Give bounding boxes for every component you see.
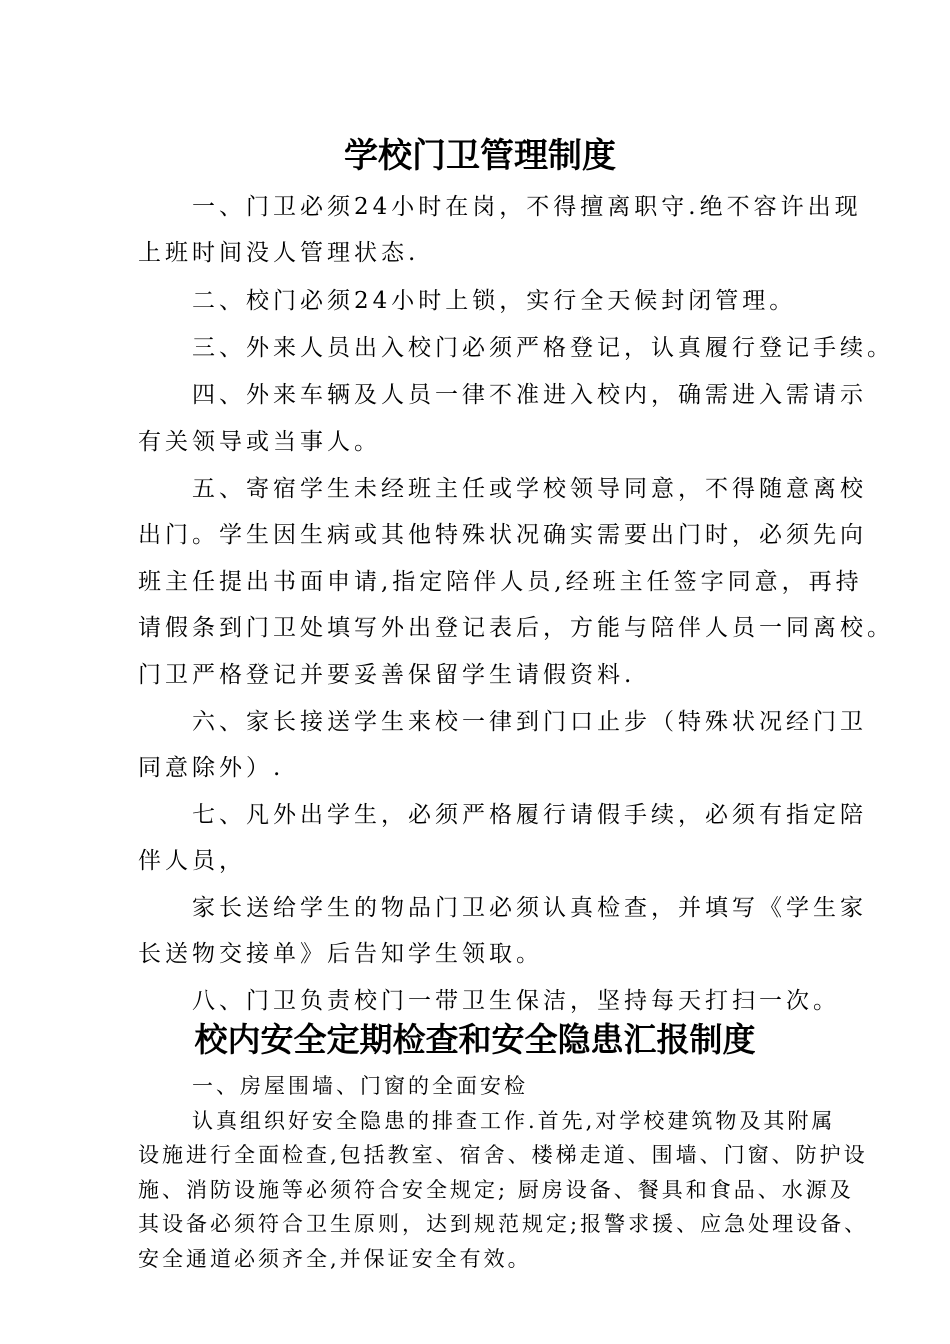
paragraph-line: 六、家长接送学生来校一律到门口止步（特殊状况经门卫	[192, 709, 867, 735]
title-safety-inspection: 校内安全定期检查和安全隐患汇报制度	[194, 1020, 756, 1059]
paragraph-line: 请假条到门卫处填写外出登记表后，方能与陪伴人员一同离校。	[138, 615, 894, 641]
paragraph-line: 八、门卫负责校门一带卫生保洁，坚持每天打扫一次。	[192, 988, 840, 1014]
paragraph-line: 四、外来车辆及人员一律不准进入校内，确需进入需请示	[192, 382, 867, 408]
paragraph-line: 一、门卫必须24小时在岗，不得擅离职守.绝不容许出现	[192, 194, 862, 220]
paragraph-line: 设施进行全面检查,包括教室、宿舍、楼梯走道、围墙、门窗、防护设	[138, 1143, 868, 1167]
paragraph-line: 班主任提出书面申请,指定陪伴人员,经班主任签字同意，再持	[138, 569, 863, 595]
paragraph-line: 施、消防设施等必须符合安全规定; 厨房设备、餐具和食品、水源及	[138, 1178, 854, 1202]
title-gate-management: 学校门卫管理制度	[344, 136, 616, 176]
paragraph-line: 出门。学生因生病或其他特殊状况确实需要出门时，必须先向	[138, 522, 867, 548]
paragraph-line: 长送物交接单》后告知学生领取。	[138, 941, 543, 967]
paragraph-line: 伴人员，	[138, 848, 246, 874]
paragraph-line: 五、寄宿学生未经班主任或学校领导同意，不得随意离校	[192, 476, 867, 502]
paragraph-line: 二、校门必须24小时上锁，实行全天候封闭管理。	[192, 288, 797, 314]
paragraph-line: 家长送给学生的物品门卫必须认真检查，并填写《学生家	[192, 895, 867, 921]
paragraph-line: 安全通道必须齐全,并保证安全有效。	[138, 1247, 532, 1271]
paragraph-line: 三、外来人员出入校门必须严格登记，认真履行登记手续。	[192, 335, 894, 361]
paragraph-line: 有关领导或当事人。	[138, 429, 381, 455]
paragraph-line: 同意除外）.	[138, 755, 285, 781]
paragraph-line: 七、凡外出学生，必须严格履行请假手续，必须有指定陪	[192, 802, 867, 828]
paragraph-line: 一、房屋围墙、门窗的全面安检	[192, 1074, 528, 1098]
paragraph-line: 上班时间没人管理状态.	[138, 240, 420, 266]
paragraph-line: 认真组织好安全隐患的排查工作.首先,对学校建筑物及其附属	[192, 1109, 836, 1133]
paragraph-line: 其设备必须符合卫生原则，达到规范规定;报警求援、应急处理设备、	[138, 1212, 869, 1236]
paragraph-line: 门卫严格登记并要妥善保留学生请假资料.	[138, 662, 636, 688]
